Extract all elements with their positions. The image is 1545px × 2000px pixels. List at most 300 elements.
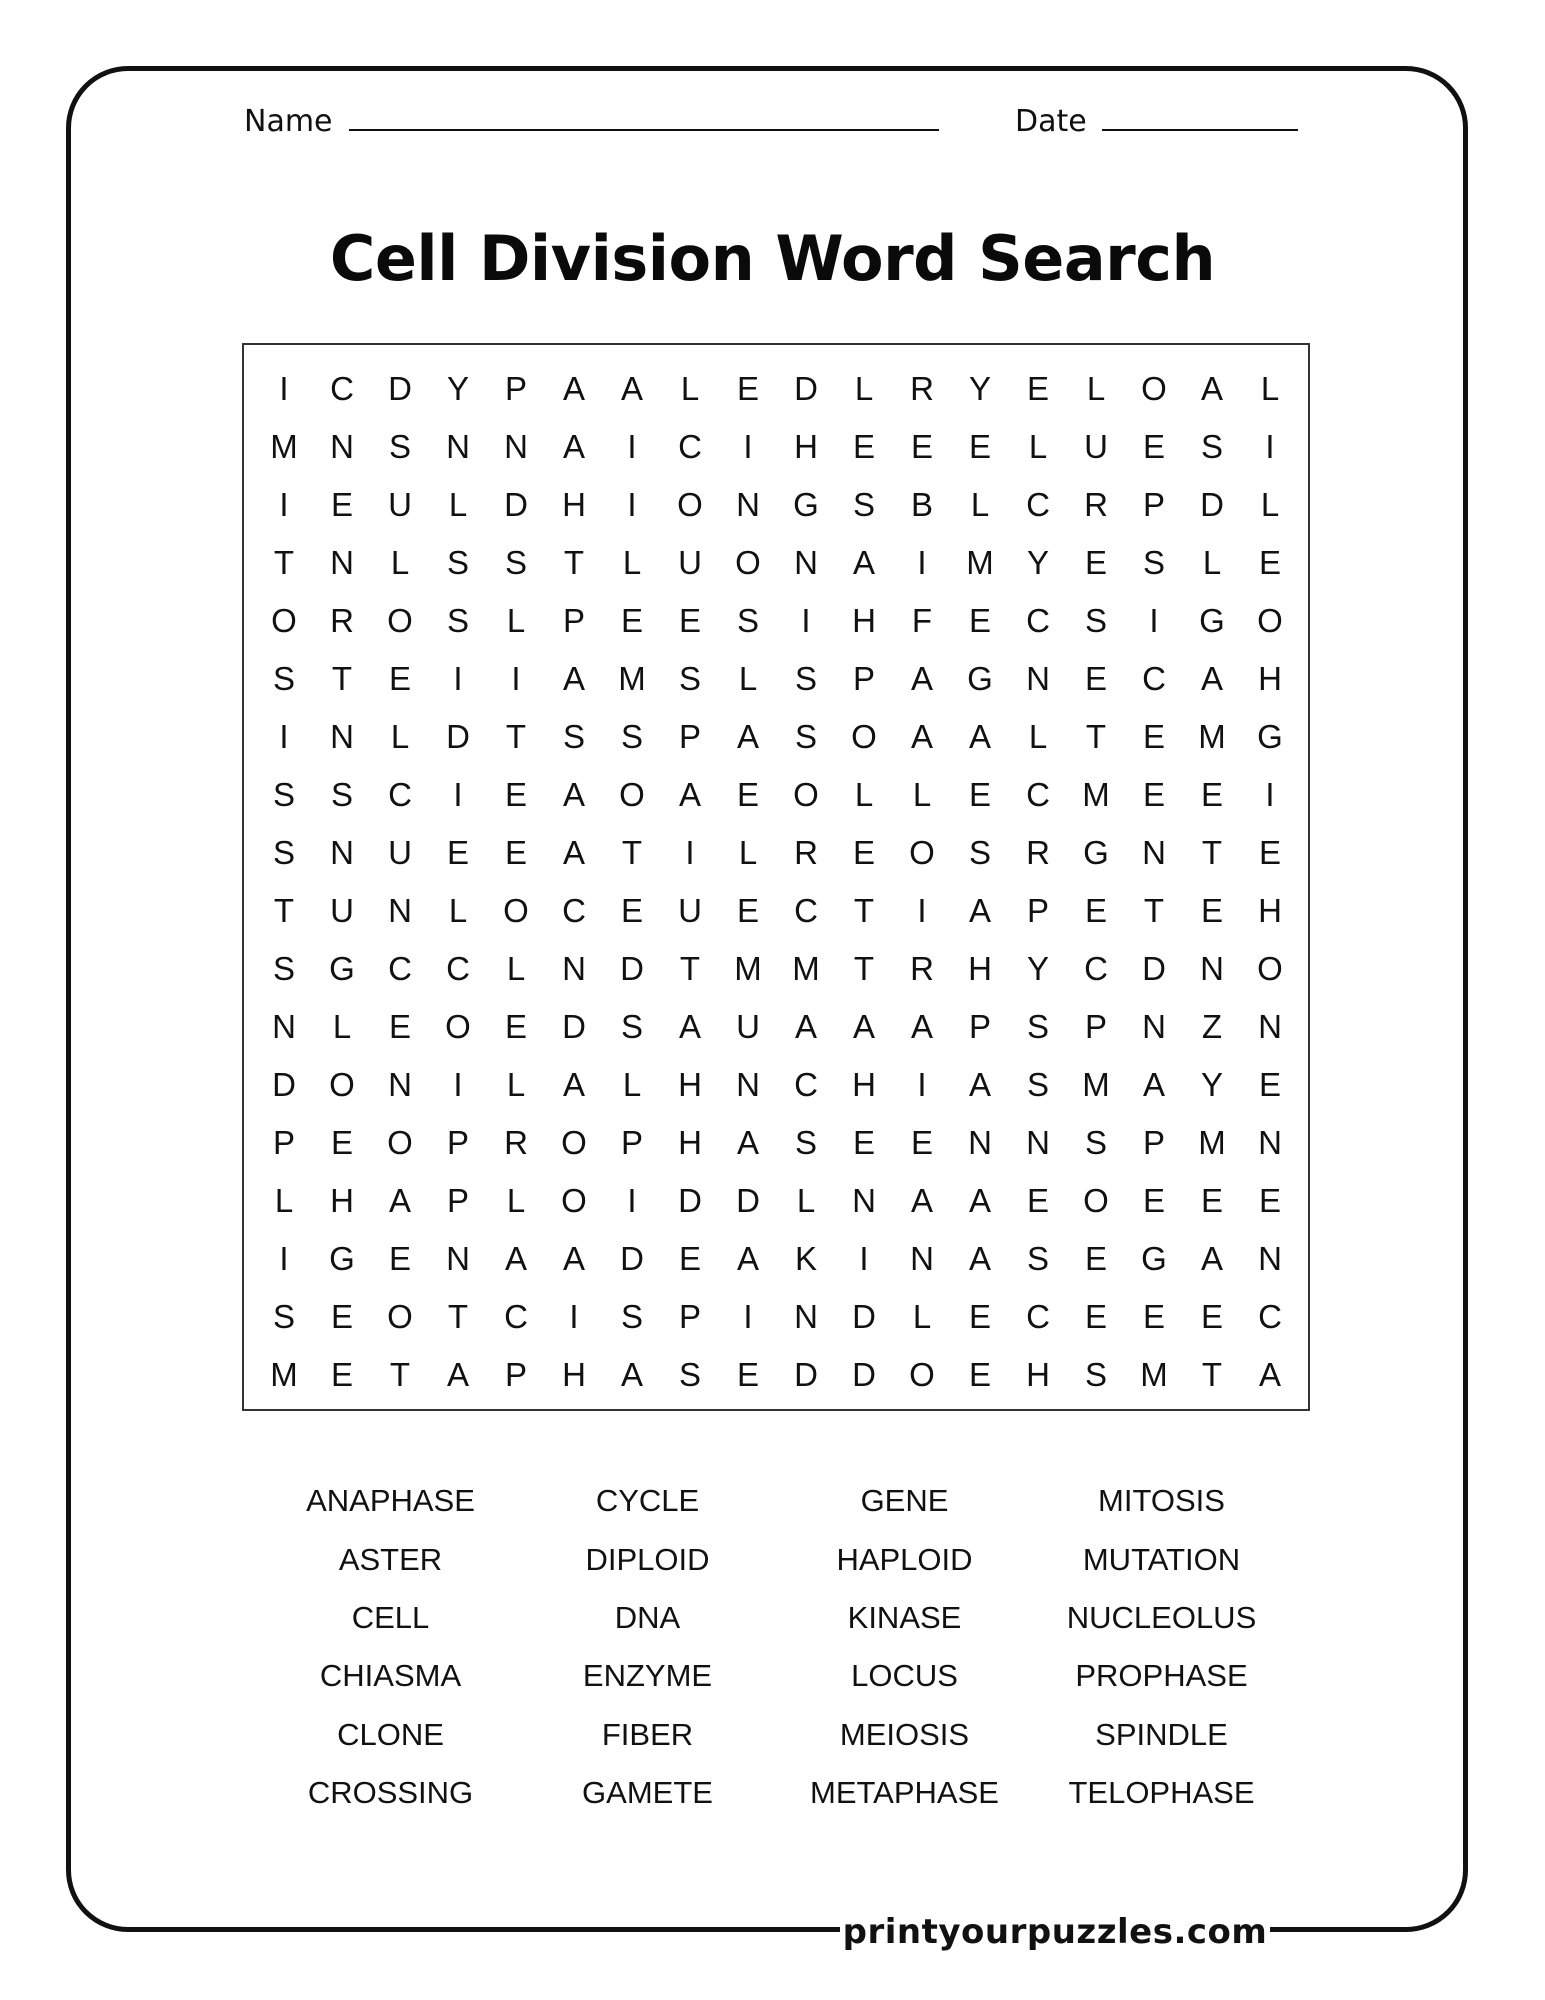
grid-letter[interactable]: A bbox=[910, 718, 933, 755]
grid-letter[interactable]: H bbox=[1258, 660, 1282, 697]
grid-letter[interactable]: P bbox=[620, 1124, 643, 1161]
grid-letter[interactable]: C bbox=[794, 1066, 818, 1103]
grid-letter[interactable]: G bbox=[1257, 718, 1283, 755]
grid-letter[interactable]: T bbox=[505, 718, 527, 755]
grid-letter[interactable]: A bbox=[446, 1356, 469, 1393]
grid-letter[interactable]: S bbox=[330, 776, 353, 813]
grid-letter[interactable]: M bbox=[270, 1356, 298, 1393]
grid-letter[interactable]: I bbox=[917, 544, 927, 581]
grid-letter[interactable]: G bbox=[967, 660, 993, 697]
grid-letter[interactable]: I bbox=[743, 428, 753, 465]
grid-letter[interactable]: E bbox=[330, 1124, 353, 1161]
grid-letter[interactable]: D bbox=[852, 1356, 876, 1393]
grid-letter[interactable]: E bbox=[388, 1240, 411, 1277]
grid-letter[interactable]: I bbox=[685, 834, 695, 871]
grid-letter[interactable]: N bbox=[1258, 1240, 1282, 1277]
grid-letter[interactable]: G bbox=[1199, 602, 1225, 639]
grid-letter[interactable]: A bbox=[562, 428, 585, 465]
grid-letter[interactable]: N bbox=[562, 950, 586, 987]
grid-letter[interactable]: S bbox=[446, 544, 469, 581]
grid-letter[interactable]: A bbox=[968, 1240, 991, 1277]
grid-letter[interactable]: N bbox=[446, 1240, 470, 1277]
grid-letter[interactable]: C bbox=[388, 950, 412, 987]
grid-letter[interactable]: A bbox=[968, 718, 991, 755]
grid-letter[interactable]: L bbox=[274, 1182, 294, 1219]
grid-letter[interactable]: I bbox=[1265, 776, 1275, 813]
grid-letter[interactable]: S bbox=[852, 486, 875, 523]
grid-letter[interactable]: L bbox=[1028, 718, 1048, 755]
grid-letter[interactable]: G bbox=[1083, 834, 1109, 871]
grid-letter[interactable]: L bbox=[738, 660, 758, 697]
grid-letter[interactable]: C bbox=[1026, 602, 1050, 639]
grid-letter[interactable]: D bbox=[272, 1066, 296, 1103]
grid-letter[interactable]: Y bbox=[1026, 544, 1049, 581]
grid-letter[interactable]: O bbox=[1257, 602, 1283, 639]
grid-letter[interactable]: T bbox=[1201, 1356, 1223, 1393]
grid-letter[interactable]: U bbox=[1084, 428, 1108, 465]
grid-letter[interactable]: O bbox=[735, 544, 761, 581]
grid-letter[interactable]: O bbox=[387, 1298, 413, 1335]
grid-letter[interactable]: E bbox=[678, 602, 701, 639]
grid-letter[interactable]: U bbox=[678, 544, 702, 581]
grid-letter[interactable]: S bbox=[968, 834, 991, 871]
grid-letter[interactable]: S bbox=[1142, 544, 1165, 581]
grid-letter[interactable]: E bbox=[678, 1240, 701, 1277]
grid-letter[interactable]: A bbox=[1200, 660, 1223, 697]
grid-letter[interactable]: L bbox=[332, 1008, 352, 1045]
grid-letter[interactable]: E bbox=[910, 428, 933, 465]
grid-letter[interactable]: S bbox=[1026, 1008, 1049, 1045]
grid-letter[interactable]: A bbox=[968, 1066, 991, 1103]
grid-letter[interactable]: I bbox=[1149, 602, 1159, 639]
grid-letter[interactable]: D bbox=[852, 1298, 876, 1335]
grid-letter[interactable]: M bbox=[1198, 1124, 1226, 1161]
grid-letter[interactable]: P bbox=[272, 1124, 295, 1161]
grid-letter[interactable]: M bbox=[1198, 718, 1226, 755]
grid-letter[interactable]: T bbox=[389, 1356, 411, 1393]
grid-letter[interactable]: E bbox=[1084, 1240, 1107, 1277]
grid-letter[interactable]: S bbox=[1026, 1240, 1049, 1277]
grid-letter[interactable]: T bbox=[331, 660, 353, 697]
grid-letter[interactable]: N bbox=[504, 428, 528, 465]
grid-letter[interactable]: E bbox=[852, 834, 875, 871]
grid-letter[interactable]: S bbox=[678, 660, 701, 697]
grid-letter[interactable]: T bbox=[621, 834, 643, 871]
grid-letter[interactable]: U bbox=[388, 834, 412, 871]
grid-letter[interactable]: L bbox=[854, 776, 874, 813]
grid-letter[interactable]: A bbox=[736, 1124, 759, 1161]
grid-letter[interactable]: N bbox=[330, 428, 354, 465]
grid-letter[interactable]: N bbox=[1258, 1008, 1282, 1045]
grid-letter[interactable]: E bbox=[504, 776, 527, 813]
grid-letter[interactable]: N bbox=[1142, 1008, 1166, 1045]
grid-letter[interactable]: R bbox=[504, 1124, 528, 1161]
grid-letter[interactable]: M bbox=[792, 950, 820, 987]
grid-letter[interactable]: E bbox=[620, 892, 643, 929]
grid-letter[interactable]: G bbox=[329, 1240, 355, 1277]
grid-letter[interactable]: I bbox=[917, 892, 927, 929]
grid-letter[interactable]: E bbox=[1084, 892, 1107, 929]
grid-letter[interactable]: L bbox=[1028, 428, 1048, 465]
grid-letter[interactable]: D bbox=[446, 718, 470, 755]
grid-letter[interactable]: D bbox=[562, 1008, 586, 1045]
grid-letter[interactable]: N bbox=[968, 1124, 992, 1161]
grid-letter[interactable]: I bbox=[453, 776, 463, 813]
grid-letter[interactable]: L bbox=[970, 486, 990, 523]
grid-letter[interactable]: S bbox=[388, 428, 411, 465]
grid-letter[interactable]: E bbox=[1026, 1182, 1049, 1219]
grid-letter[interactable]: O bbox=[1257, 950, 1283, 987]
grid-letter[interactable]: L bbox=[1260, 370, 1280, 407]
grid-letter[interactable]: D bbox=[388, 370, 412, 407]
grid-letter[interactable]: Y bbox=[1026, 950, 1049, 987]
grid-letter[interactable]: E bbox=[620, 602, 643, 639]
grid-letter[interactable]: E bbox=[852, 1124, 875, 1161]
grid-letter[interactable]: C bbox=[1026, 1298, 1050, 1335]
grid-letter[interactable]: R bbox=[1084, 486, 1108, 523]
grid-letter[interactable]: N bbox=[388, 892, 412, 929]
grid-letter[interactable]: O bbox=[1083, 1182, 1109, 1219]
grid-letter[interactable]: E bbox=[1258, 1066, 1281, 1103]
grid-letter[interactable]: I bbox=[279, 486, 289, 523]
grid-letter[interactable]: E bbox=[504, 834, 527, 871]
grid-letter[interactable]: A bbox=[562, 660, 585, 697]
grid-letter[interactable]: N bbox=[446, 428, 470, 465]
grid-letter[interactable]: E bbox=[1142, 1182, 1165, 1219]
grid-letter[interactable]: C bbox=[446, 950, 470, 987]
grid-letter[interactable]: N bbox=[1026, 660, 1050, 697]
grid-letter[interactable]: L bbox=[506, 602, 526, 639]
grid-letter[interactable]: D bbox=[1200, 486, 1224, 523]
grid-letter[interactable]: L bbox=[390, 544, 410, 581]
grid-letter[interactable]: H bbox=[794, 428, 818, 465]
grid-letter[interactable]: O bbox=[561, 1182, 587, 1219]
grid-letter[interactable]: I bbox=[801, 602, 811, 639]
grid-letter[interactable]: E bbox=[1142, 1298, 1165, 1335]
grid-letter[interactable]: E bbox=[736, 1356, 759, 1393]
grid-letter[interactable]: S bbox=[272, 776, 295, 813]
grid-letter[interactable]: S bbox=[620, 1298, 643, 1335]
grid-letter[interactable]: H bbox=[852, 1066, 876, 1103]
grid-letter[interactable]: P bbox=[852, 660, 875, 697]
grid-letter[interactable]: P bbox=[562, 602, 585, 639]
grid-letter[interactable]: A bbox=[736, 1240, 759, 1277]
grid-letter[interactable]: S bbox=[562, 718, 585, 755]
grid-letter[interactable]: C bbox=[1026, 486, 1050, 523]
grid-letter[interactable]: T bbox=[273, 544, 295, 581]
grid-letter[interactable]: A bbox=[1200, 1240, 1223, 1277]
name-line[interactable] bbox=[349, 129, 939, 131]
grid-letter[interactable]: O bbox=[677, 486, 703, 523]
grid-letter[interactable]: K bbox=[794, 1240, 817, 1277]
grid-letter[interactable]: P bbox=[1142, 486, 1165, 523]
grid-letter[interactable]: L bbox=[1260, 486, 1280, 523]
grid-letter[interactable]: E bbox=[968, 776, 991, 813]
grid-letter[interactable]: S bbox=[794, 660, 817, 697]
grid-letter[interactable]: E bbox=[446, 834, 469, 871]
grid-letter[interactable]: A bbox=[910, 660, 933, 697]
grid-letter[interactable]: O bbox=[445, 1008, 471, 1045]
grid-letter[interactable]: N bbox=[330, 834, 354, 871]
grid-letter[interactable]: H bbox=[852, 602, 876, 639]
grid-letter[interactable]: H bbox=[1026, 1356, 1050, 1393]
grid-letter[interactable]: D bbox=[1142, 950, 1166, 987]
grid-letter[interactable]: S bbox=[794, 718, 817, 755]
grid-letter[interactable]: D bbox=[620, 950, 644, 987]
grid-letter[interactable]: E bbox=[968, 1356, 991, 1393]
grid-letter[interactable]: O bbox=[851, 718, 877, 755]
grid-letter[interactable]: I bbox=[627, 1182, 637, 1219]
grid-letter[interactable]: A bbox=[736, 718, 759, 755]
grid-letter[interactable]: E bbox=[1200, 776, 1223, 813]
grid-letter[interactable]: S bbox=[446, 602, 469, 639]
grid-letter[interactable]: S bbox=[1084, 1356, 1107, 1393]
grid-letter[interactable]: A bbox=[678, 1008, 701, 1045]
grid-letter[interactable]: E bbox=[968, 1298, 991, 1335]
grid-letter[interactable]: L bbox=[796, 1182, 816, 1219]
grid-letter[interactable]: I bbox=[917, 1066, 927, 1103]
grid-letter[interactable]: E bbox=[1142, 428, 1165, 465]
grid-letter[interactable]: O bbox=[271, 602, 297, 639]
grid-letter[interactable]: P bbox=[678, 1298, 701, 1335]
grid-letter[interactable]: E bbox=[1200, 892, 1223, 929]
grid-letter[interactable]: E bbox=[1026, 370, 1049, 407]
grid-letter[interactable]: T bbox=[853, 892, 875, 929]
grid-letter[interactable]: N bbox=[852, 1182, 876, 1219]
grid-letter[interactable]: L bbox=[448, 486, 468, 523]
grid-letter[interactable]: R bbox=[330, 602, 354, 639]
grid-letter[interactable]: T bbox=[1085, 718, 1107, 755]
grid-letter[interactable]: R bbox=[910, 950, 934, 987]
grid-letter[interactable]: S bbox=[1026, 1066, 1049, 1103]
grid-letter[interactable]: T bbox=[1201, 834, 1223, 871]
grid-letter[interactable]: P bbox=[446, 1124, 469, 1161]
grid-letter[interactable]: I bbox=[743, 1298, 753, 1335]
grid-letter[interactable]: O bbox=[561, 1124, 587, 1161]
grid-letter[interactable]: I bbox=[627, 486, 637, 523]
grid-letter[interactable]: T bbox=[563, 544, 585, 581]
grid-letter[interactable]: T bbox=[447, 1298, 469, 1335]
grid-letter[interactable]: B bbox=[910, 486, 933, 523]
grid-letter[interactable]: P bbox=[968, 1008, 991, 1045]
grid-letter[interactable]: I bbox=[569, 1298, 579, 1335]
grid-letter[interactable]: Y bbox=[968, 370, 991, 407]
grid-letter[interactable]: N bbox=[1026, 1124, 1050, 1161]
grid-letter[interactable]: G bbox=[1141, 1240, 1167, 1277]
grid-letter[interactable]: A bbox=[852, 1008, 875, 1045]
grid-letter[interactable]: A bbox=[678, 776, 701, 813]
grid-letter[interactable]: I bbox=[279, 1240, 289, 1277]
grid-letter[interactable]: E bbox=[1084, 544, 1107, 581]
grid-letter[interactable]: H bbox=[968, 950, 992, 987]
grid-letter[interactable]: E bbox=[330, 486, 353, 523]
grid-letter[interactable]: C bbox=[794, 892, 818, 929]
grid-letter[interactable]: D bbox=[678, 1182, 702, 1219]
grid-letter[interactable]: O bbox=[329, 1066, 355, 1103]
grid-letter[interactable]: N bbox=[736, 1066, 760, 1103]
grid-letter[interactable]: S bbox=[678, 1356, 701, 1393]
grid-letter[interactable]: E bbox=[1084, 660, 1107, 697]
grid-letter[interactable]: N bbox=[330, 544, 354, 581]
grid-letter[interactable]: S bbox=[504, 544, 527, 581]
grid-letter[interactable]: L bbox=[506, 1182, 526, 1219]
grid-letter[interactable]: L bbox=[506, 950, 526, 987]
grid-letter[interactable]: E bbox=[1200, 1182, 1223, 1219]
grid-letter[interactable]: Z bbox=[1201, 1008, 1223, 1045]
grid-letter[interactable]: O bbox=[387, 602, 413, 639]
grid-letter[interactable]: E bbox=[736, 776, 759, 813]
grid-letter[interactable]: N bbox=[794, 544, 818, 581]
grid-letter[interactable]: C bbox=[1084, 950, 1108, 987]
grid-letter[interactable]: A bbox=[504, 1240, 527, 1277]
grid-letter[interactable]: M bbox=[270, 428, 298, 465]
grid-letter[interactable]: O bbox=[619, 776, 645, 813]
grid-letter[interactable]: T bbox=[679, 950, 701, 987]
grid-letter[interactable]: N bbox=[330, 718, 354, 755]
grid-letter[interactable]: L bbox=[390, 718, 410, 755]
grid-letter[interactable]: T bbox=[273, 892, 295, 929]
grid-letter[interactable]: S bbox=[1084, 1124, 1107, 1161]
grid-letter[interactable]: C bbox=[562, 892, 586, 929]
grid-letter[interactable]: H bbox=[678, 1124, 702, 1161]
grid-letter[interactable]: M bbox=[618, 660, 646, 697]
grid-letter[interactable]: C bbox=[1142, 660, 1166, 697]
grid-letter[interactable]: E bbox=[1258, 544, 1281, 581]
grid-letter[interactable]: E bbox=[504, 1008, 527, 1045]
grid-letter[interactable]: L bbox=[680, 370, 700, 407]
grid-letter[interactable]: E bbox=[330, 1356, 353, 1393]
grid-letter[interactable]: L bbox=[448, 892, 468, 929]
grid-letter[interactable]: A bbox=[852, 544, 875, 581]
grid-letter[interactable]: A bbox=[562, 370, 585, 407]
grid-letter[interactable]: O bbox=[793, 776, 819, 813]
date-line[interactable] bbox=[1102, 129, 1298, 131]
grid-letter[interactable]: E bbox=[388, 1008, 411, 1045]
grid-letter[interactable]: A bbox=[1142, 1066, 1165, 1103]
grid-letter[interactable]: L bbox=[1086, 370, 1106, 407]
grid-letter[interactable]: U bbox=[330, 892, 354, 929]
grid-letter[interactable]: E bbox=[1084, 1298, 1107, 1335]
grid-letter[interactable]: R bbox=[794, 834, 818, 871]
grid-letter[interactable]: S bbox=[272, 950, 295, 987]
grid-letter[interactable]: Y bbox=[1200, 1066, 1223, 1103]
grid-letter[interactable]: E bbox=[910, 1124, 933, 1161]
grid-letter[interactable]: E bbox=[968, 602, 991, 639]
grid-letter[interactable]: A bbox=[562, 1240, 585, 1277]
grid-letter[interactable]: C bbox=[1026, 776, 1050, 813]
grid-letter[interactable]: N bbox=[388, 1066, 412, 1103]
grid-letter[interactable]: U bbox=[678, 892, 702, 929]
grid-letter[interactable]: O bbox=[387, 1124, 413, 1161]
grid-letter[interactable]: E bbox=[852, 428, 875, 465]
grid-letter[interactable]: S bbox=[736, 602, 759, 639]
grid-letter[interactable]: L bbox=[854, 370, 874, 407]
grid-letter[interactable]: E bbox=[968, 428, 991, 465]
grid-letter[interactable]: A bbox=[620, 370, 643, 407]
grid-letter[interactable]: I bbox=[279, 718, 289, 755]
grid-letter[interactable]: I bbox=[453, 660, 463, 697]
grid-letter[interactable]: L bbox=[622, 544, 642, 581]
grid-letter[interactable]: I bbox=[511, 660, 521, 697]
grid-letter[interactable]: H bbox=[562, 486, 586, 523]
grid-letter[interactable]: E bbox=[388, 660, 411, 697]
grid-letter[interactable]: N bbox=[736, 486, 760, 523]
grid-letter[interactable]: O bbox=[1141, 370, 1167, 407]
grid-letter[interactable]: D bbox=[620, 1240, 644, 1277]
grid-letter[interactable]: A bbox=[388, 1182, 411, 1219]
grid-letter[interactable]: M bbox=[734, 950, 762, 987]
grid-letter[interactable]: A bbox=[562, 776, 585, 813]
grid-letter[interactable]: Y bbox=[446, 370, 469, 407]
grid-letter[interactable]: E bbox=[1142, 718, 1165, 755]
grid-letter[interactable]: O bbox=[503, 892, 529, 929]
grid-letter[interactable]: P bbox=[1142, 1124, 1165, 1161]
grid-letter[interactable]: A bbox=[562, 1066, 585, 1103]
grid-letter[interactable]: N bbox=[1200, 950, 1224, 987]
grid-letter[interactable]: A bbox=[1200, 370, 1223, 407]
grid-letter[interactable]: L bbox=[622, 1066, 642, 1103]
grid-letter[interactable]: D bbox=[794, 370, 818, 407]
grid-letter[interactable]: E bbox=[1258, 834, 1281, 871]
grid-letter[interactable]: G bbox=[793, 486, 819, 523]
grid-letter[interactable]: S bbox=[272, 660, 295, 697]
grid-letter[interactable]: P bbox=[1084, 1008, 1107, 1045]
grid-letter[interactable]: P bbox=[504, 370, 527, 407]
grid-letter[interactable]: I bbox=[453, 1066, 463, 1103]
grid-letter[interactable]: C bbox=[678, 428, 702, 465]
grid-letter[interactable]: S bbox=[1200, 428, 1223, 465]
grid-letter[interactable]: H bbox=[1258, 892, 1282, 929]
grid-letter[interactable]: S bbox=[620, 718, 643, 755]
grid-letter[interactable]: G bbox=[329, 950, 355, 987]
grid-letter[interactable]: H bbox=[562, 1356, 586, 1393]
grid-letter[interactable]: A bbox=[1258, 1356, 1281, 1393]
grid-letter[interactable]: A bbox=[910, 1008, 933, 1045]
grid-letter[interactable]: P bbox=[678, 718, 701, 755]
grid-letter[interactable]: N bbox=[1142, 834, 1166, 871]
grid-letter[interactable]: P bbox=[446, 1182, 469, 1219]
grid-letter[interactable]: I bbox=[279, 370, 289, 407]
grid-letter[interactable]: C bbox=[388, 776, 412, 813]
grid-letter[interactable]: T bbox=[1143, 892, 1165, 929]
grid-letter[interactable]: C bbox=[330, 370, 354, 407]
grid-letter[interactable]: A bbox=[910, 1182, 933, 1219]
grid-letter[interactable]: C bbox=[1258, 1298, 1282, 1335]
grid-letter[interactable]: E bbox=[1200, 1298, 1223, 1335]
grid-letter[interactable]: M bbox=[1082, 1066, 1110, 1103]
grid-letter[interactable]: I bbox=[859, 1240, 869, 1277]
grid-letter[interactable]: L bbox=[506, 1066, 526, 1103]
grid-letter[interactable]: D bbox=[504, 486, 528, 523]
grid-letter[interactable]: D bbox=[736, 1182, 760, 1219]
grid-letter[interactable]: A bbox=[562, 834, 585, 871]
grid-letter[interactable]: E bbox=[1258, 1182, 1281, 1219]
grid-letter[interactable]: S bbox=[272, 1298, 295, 1335]
grid-letter[interactable]: N bbox=[910, 1240, 934, 1277]
grid-letter[interactable]: S bbox=[620, 1008, 643, 1045]
grid-letter[interactable]: S bbox=[1084, 602, 1107, 639]
grid-letter[interactable]: I bbox=[627, 428, 637, 465]
grid-letter[interactable]: U bbox=[388, 486, 412, 523]
grid-letter[interactable]: U bbox=[736, 1008, 760, 1045]
grid-letter[interactable]: L bbox=[1202, 544, 1222, 581]
grid-letter[interactable]: O bbox=[909, 834, 935, 871]
grid-letter[interactable]: R bbox=[1026, 834, 1050, 871]
grid-letter[interactable]: E bbox=[330, 1298, 353, 1335]
grid-letter[interactable]: D bbox=[794, 1356, 818, 1393]
grid-letter[interactable]: E bbox=[736, 892, 759, 929]
grid-letter[interactable]: F bbox=[911, 602, 933, 639]
